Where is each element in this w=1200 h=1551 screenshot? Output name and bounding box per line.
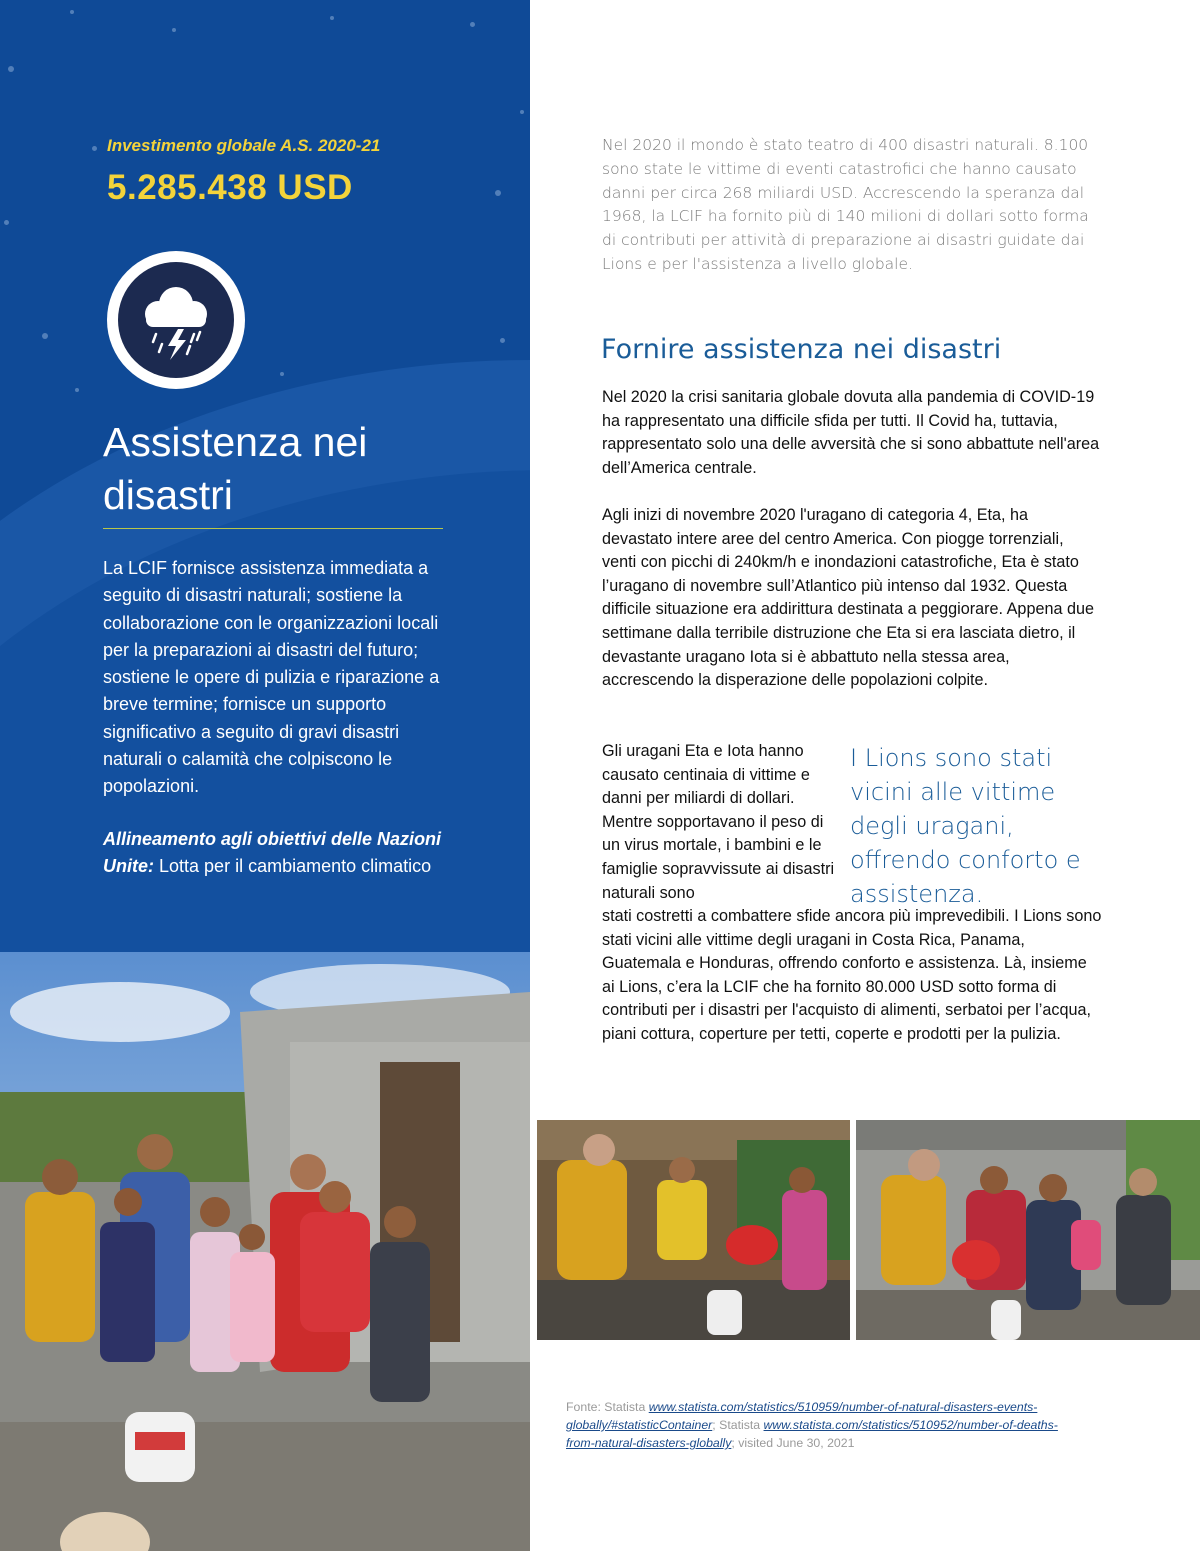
panel-title: Assistenza nei disastri	[103, 419, 368, 518]
star-dot	[520, 110, 524, 114]
source-prefix: Fonte: Statista	[566, 1400, 649, 1414]
star-dot	[280, 372, 284, 376]
pull-quote: I Lions sono stati vicini alle vittime degli uragani, offrendo conforto e assistenza.	[850, 744, 1081, 908]
body-paragraph-impact-start: Gli uragani Eta e Iota hanno causato centinaia di vittime e danni per miliardi di dollari. Mentre sopportavano il peso di un virus mortale, i bambini e le famiglie sopravvissute ai disastri naturali sono	[602, 742, 835, 902]
body-paragraph-hurricanes: Agli inizi di novembre 2020 l'uragano di categoria 4, Eta, ha devastato intere aree del centro America. Con piogge torrenziali, venti con picchi di 240km/h e inondazioni catastrofiche, Eta è stato l’uragano di novembre sull’Atlantico più intenso dal 1932. Questa difficile situazione era addirittura destinata a peggiorare. Appena due settimane dalla terribile distruzione che Eta si era lasciata dietro, il devastante uragano Iota si è abbattuto nella stessa area, accrescendo la disperazione delle popolazioni colpite.	[602, 506, 1094, 690]
sdg-alignment	[103, 826, 448, 880]
source-suffix: ; visited June 30, 2021	[731, 1436, 855, 1450]
star-dot	[470, 22, 475, 27]
star-dot	[8, 66, 14, 72]
sdg-label: Allineamento agli obiettivi delle Nazioni Unite:	[103, 829, 442, 876]
title-divider	[103, 528, 443, 529]
storm-cloud-icon	[106, 250, 246, 390]
investment-amount: 5.285.438 USD	[107, 168, 353, 207]
intro-paragraph: Nel 2020 il mondo è stato teatro di 400 disastri naturali. 8.100 sono state le vittime di eventi catastrofici che hanno causato danni per circa 268 miliardi USD. Accrescendo la speranza dal 1968, la LCIF ha fornito più di 140 milioni di dollari sotto forma di contributi per attività di preparazione ai disastri guidate dai Lions e per l'assistenza a livello globale.	[602, 136, 1089, 273]
star-dot	[500, 338, 505, 343]
body-paragraph-impact-end: stati costretti a combattere sfide ancora più imprevedibili. I Lions sono stati vicini alle vittime degli uragani in Costa Rica, Panama, Guatemala e Honduras, offrendo conforto e assistenza. Là, insieme ai Lions, c’era la LCIF che ha fornito 80.000 USD sotto forma di contributi per i disastri per l'acquisto di alimenti, serbatoi per l’acqua, piani cottura, coperture per tetti, coperte e prodotti per la pulizia.	[602, 907, 1102, 1043]
star-dot	[172, 28, 176, 32]
star-dot	[70, 10, 74, 14]
star-dot	[92, 146, 97, 151]
panel-description: La LCIF fornisce assistenza immediata a seguito di disastri naturali; sostiene la collaborazione con le organizzazioni locali per la preparazioni ai disastri del futuro; sostiene le opere di pulizia e riparazione a breve termine; fornisce un supporto significativo a seguito di gravi disastri naturali o calamità che colpiscono le popolazioni.	[103, 558, 440, 797]
photo-family-receiving-aid	[856, 1120, 1200, 1340]
main-photo-lions-with-families	[0, 952, 530, 1551]
source-link-disasters[interactable]: www.statista.com/statistics/510959/number-of-natural-disasters-events-globally/#statisticContainer	[566, 1400, 1038, 1432]
section-heading: Fornire assistenza nei disastri	[601, 334, 1002, 365]
investment-label: Investimento globale A.S. 2020-21	[107, 136, 381, 155]
star-dot	[330, 16, 334, 20]
photo-volunteers-handing-supplies	[537, 1120, 850, 1340]
source-middle: ; Statista	[712, 1418, 764, 1432]
source-note	[566, 1398, 1076, 1452]
star-dot	[495, 190, 501, 196]
sdg-value: Lotta per il cambiamento climatico	[159, 856, 432, 876]
star-dot	[4, 220, 9, 225]
source-link-deaths[interactable]: www.statista.com/statistics/510952/number-of-deaths-from-natural-disasters-globally	[566, 1418, 1058, 1450]
star-dot	[42, 333, 48, 339]
left-info-panel	[0, 0, 530, 952]
body-paragraph-covid: Nel 2020 la crisi sanitaria globale dovuta alla pandemia di COVID-19 ha rappresentato una difficile sfida per tutti. Il Covid ha, tuttavia, rappresentato solo una delle avversità che si sono abbattute nell'area dell’America centrale.	[602, 388, 1100, 477]
star-dot	[75, 388, 79, 392]
